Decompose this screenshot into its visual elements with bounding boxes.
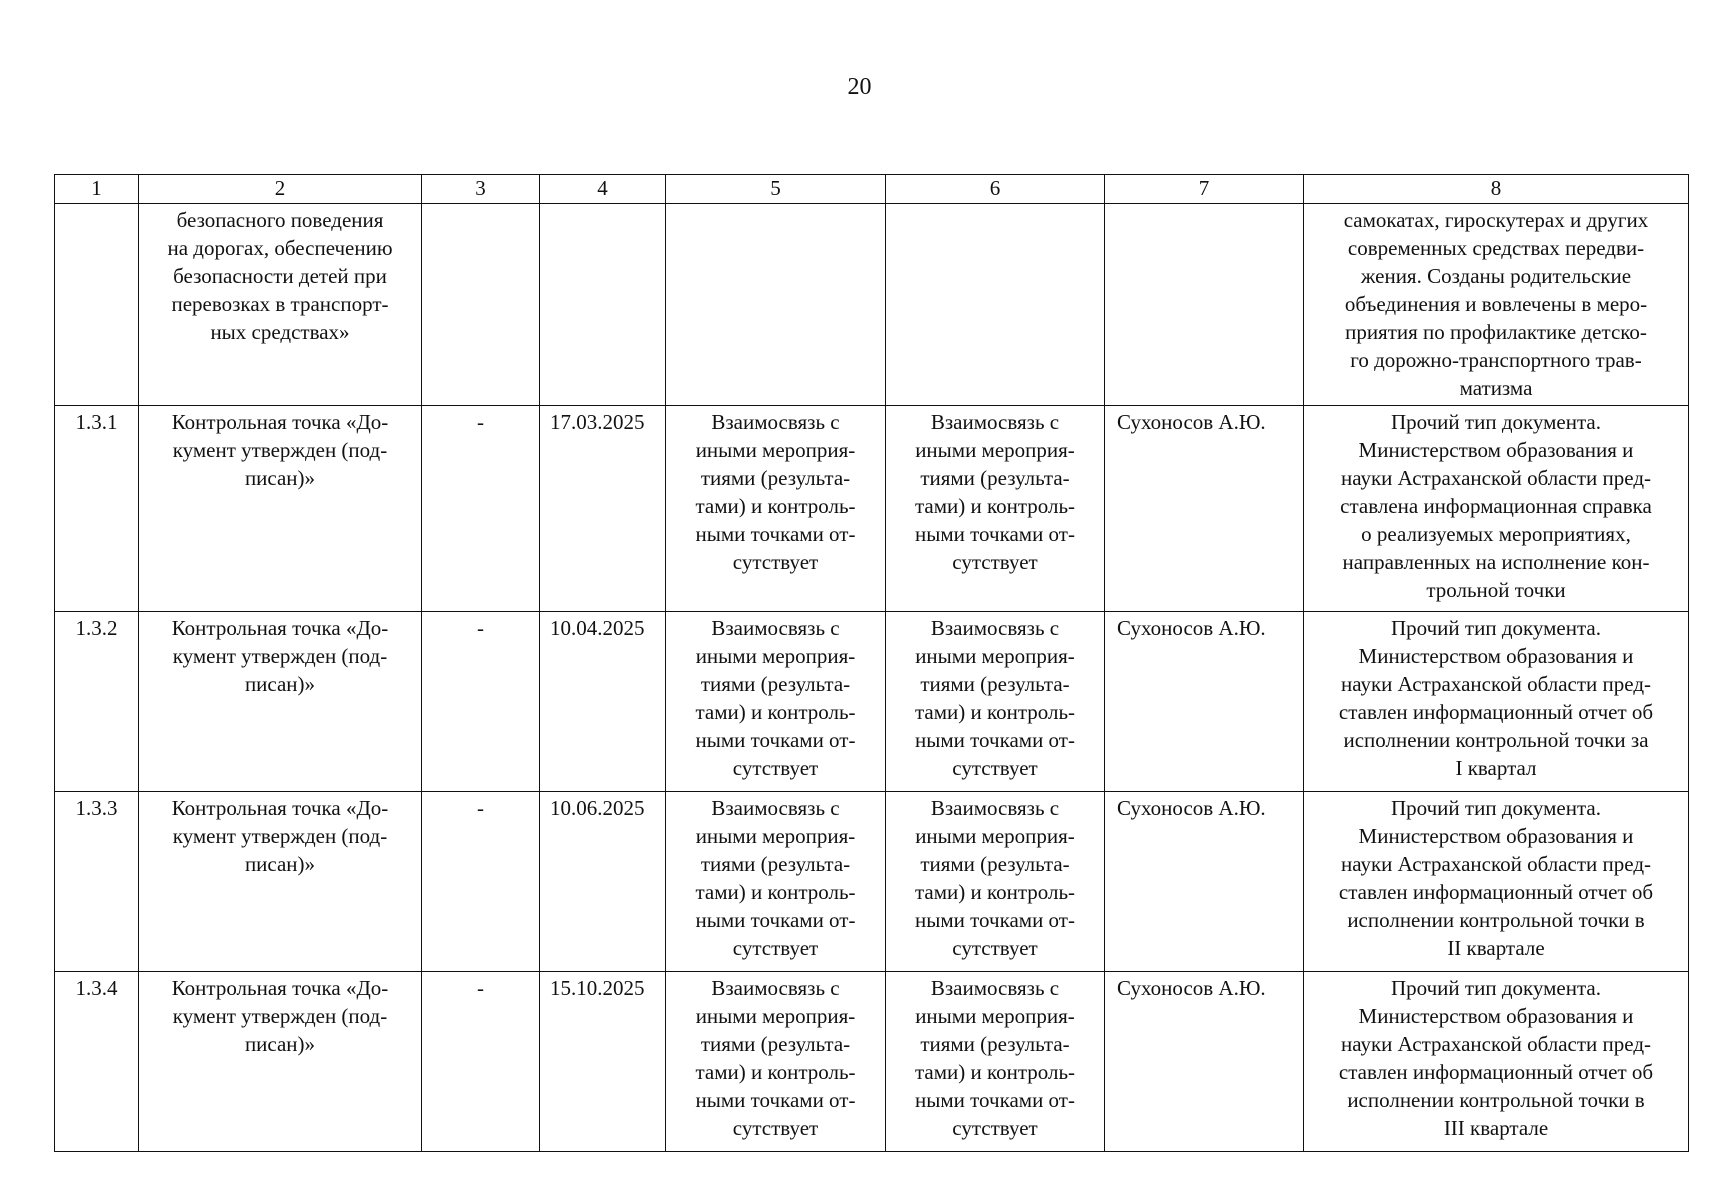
header-cell-3: 3: [422, 175, 540, 204]
header-cell-5: 5: [666, 175, 886, 204]
cell-number: 1.3.1: [55, 406, 139, 612]
cell-number: 1.3.2: [55, 612, 139, 792]
cell-relation-6: Взаимосвязь с иными мероприя- тиями (результа- тами) и контроль- ными точками от- сутствует: [886, 972, 1105, 1152]
cell-relation-6: [886, 204, 1105, 406]
cell-responsible: Сухоносов А.Ю.: [1105, 612, 1304, 792]
cell-col3: -: [422, 972, 540, 1152]
header-cell-6: 6: [886, 175, 1105, 204]
header-cell-4: 4: [540, 175, 666, 204]
cell-col3: [422, 204, 540, 406]
cell-name: безопасного поведения на дорогах, обеспечению безопасности детей при перевозках в транспорт- ных средствах»: [139, 204, 422, 406]
table-row: [55, 792, 1689, 972]
cell-result: Прочий тип документа. Министерством образования и науки Астраханской области пред- ставлен информационный отчет об исполнении контрольной точки в II квартале: [1304, 792, 1689, 972]
cell-result: Прочий тип документа. Министерством образования и науки Астраханской области пред- ставлен информационный отчет об исполнении контрольной точки в III квартале: [1304, 972, 1689, 1152]
cell-col3: -: [422, 406, 540, 612]
document-table: [54, 174, 1689, 1152]
cell-relation-5: [666, 204, 886, 406]
cell-result: самокатах, гироскутерах и других современных средствах передви- жения. Созданы родительские объединения и вовлечены в меро- приятия по профилактике детско- го дорожно-транспортного трав- матизма: [1304, 204, 1689, 406]
cell-col3: -: [422, 792, 540, 972]
cell-name: Контрольная точка «До- кумент утвержден (под- писан)»: [139, 972, 422, 1152]
cell-date: [540, 204, 666, 406]
cell-date: 10.06.2025: [540, 792, 666, 972]
cell-number: [55, 204, 139, 406]
cell-name: Контрольная точка «До- кумент утвержден (под- писан)»: [139, 406, 422, 612]
cell-relation-5: Взаимосвязь с иными мероприя- тиями (результа- тами) и контроль- ными точками от- сутствует: [666, 792, 886, 972]
page-number: 20: [847, 74, 872, 100]
cell-relation-6: Взаимосвязь с иными мероприя- тиями (результа- тами) и контроль- ными точками от- сутствует: [886, 612, 1105, 792]
header-cell-8: 8: [1304, 175, 1689, 204]
header-cell-7: 7: [1105, 175, 1304, 204]
table-row: [55, 972, 1689, 1152]
cell-name: Контрольная точка «До- кумент утвержден (под- писан)»: [139, 612, 422, 792]
cell-number: 1.3.3: [55, 792, 139, 972]
table-row: [55, 612, 1689, 792]
cell-relation-5: Взаимосвязь с иными мероприя- тиями (результа- тами) и контроль- ными точками от- сутствует: [666, 612, 886, 792]
cell-result: Прочий тип документа. Министерством образования и науки Астраханской области пред- ставлена информационная справка о реализуемых мероприятиях, направленных на исполнение кон- трольной точки: [1304, 406, 1689, 612]
cell-responsible: Сухоносов А.Ю.: [1105, 972, 1304, 1152]
cell-col3: -: [422, 612, 540, 792]
continuation-row: [55, 204, 1689, 406]
cell-date: 17.03.2025: [540, 406, 666, 612]
table-row: [55, 406, 1689, 612]
cell-relation-6: Взаимосвязь с иными мероприя- тиями (результа- тами) и контроль- ными точками от- сутствует: [886, 792, 1105, 972]
cell-responsible: Сухоносов А.Ю.: [1105, 406, 1304, 612]
header-cell-2: 2: [139, 175, 422, 204]
cell-result: Прочий тип документа. Министерством образования и науки Астраханской области пред- ставлен информационный отчет об исполнении контрольной точки за I квартал: [1304, 612, 1689, 792]
cell-relation-6: Взаимосвязь с иными мероприя- тиями (результа- тами) и контроль- ными точками от- сутствует: [886, 406, 1105, 612]
cell-name: Контрольная точка «До- кумент утвержден (под- писан)»: [139, 792, 422, 972]
cell-number: 1.3.4: [55, 972, 139, 1152]
cell-relation-5: Взаимосвязь с иными мероприя- тиями (результа- тами) и контроль- ными точками от- сутствует: [666, 406, 886, 612]
cell-date: 10.04.2025: [540, 612, 666, 792]
header-row: [55, 175, 1689, 204]
cell-responsible: Сухоносов А.Ю.: [1105, 792, 1304, 972]
header-cell-1: 1: [55, 175, 139, 204]
cell-responsible: [1105, 204, 1304, 406]
cell-relation-5: Взаимосвязь с иными мероприя- тиями (результа- тами) и контроль- ными точками от- сутствует: [666, 972, 886, 1152]
cell-date: 15.10.2025: [540, 972, 666, 1152]
